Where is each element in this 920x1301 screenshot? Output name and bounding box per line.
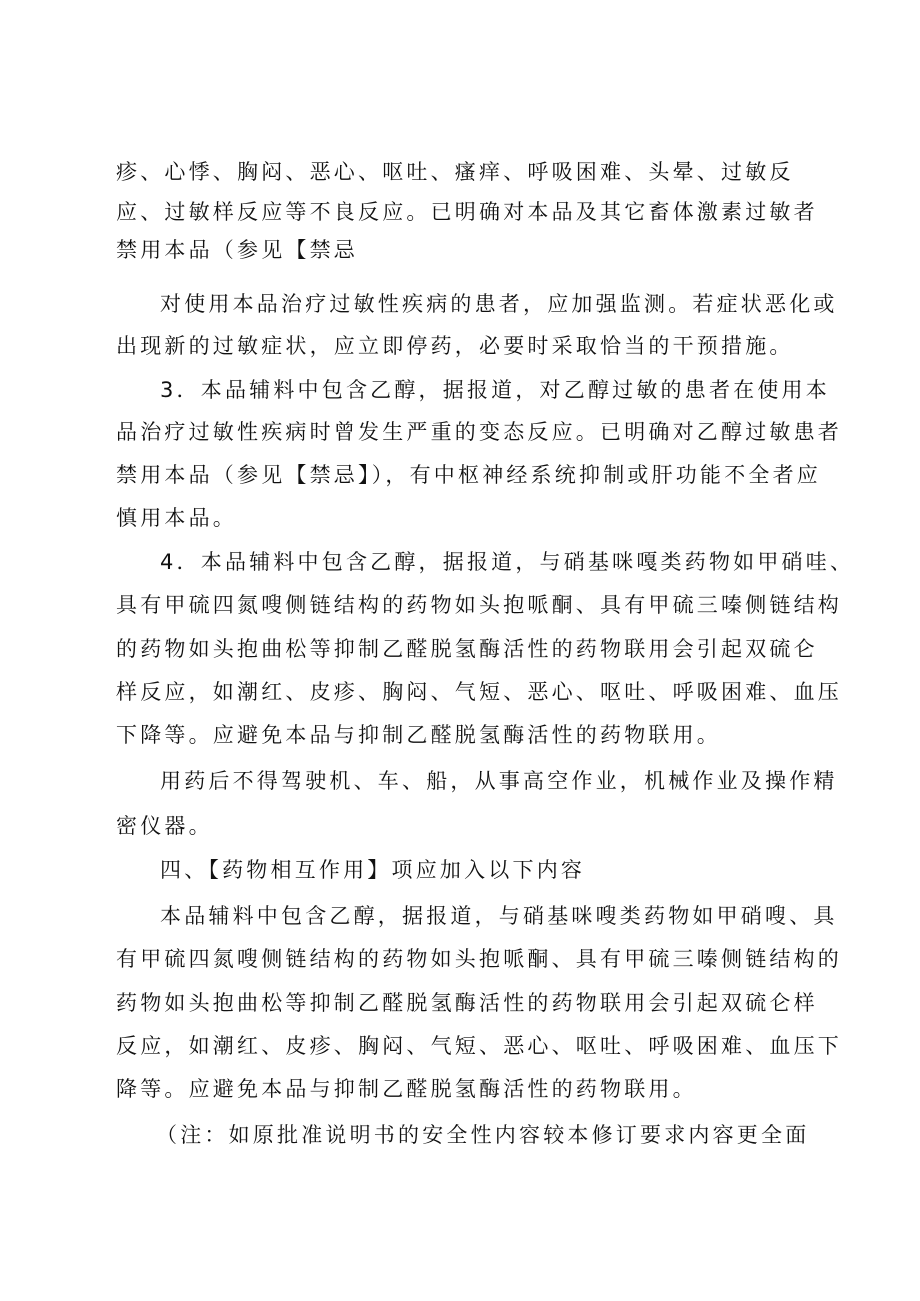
text-line: 4．本品辅料中包含乙醇，据报道，与硝基咪嘎类药物如甲硝哇、 bbox=[160, 550, 855, 574]
text-line: 对使用本品治疗过敏性疾病的患者，应加强监测。若症状恶化或 bbox=[160, 292, 838, 316]
text-line: 本品辅料中包含乙醇，据报道，与硝基咪嗖类药物如甲硝嗖、具 bbox=[160, 904, 838, 928]
text-line: 禁用本品（参见【禁忌】），有中枢神经系统抑制或肝功能不全者应 bbox=[116, 463, 821, 487]
text-line: 下降等。应避免本品与抑制乙醛脱氢酶活性的药物联用。 bbox=[116, 723, 721, 747]
text-line: 出现新的过敏症状，应立即停药，必要时采取恰当的干预措施。 bbox=[116, 334, 794, 358]
text-line: 慎用本品。 bbox=[116, 506, 237, 530]
text-line: 样反应，如潮红、皮疹、胸闷、气短、恶心、呕吐、呼吸困难、血压 bbox=[116, 680, 842, 704]
text-line: 反应，如潮红、皮疹、胸闷、气短、恶心、呕吐、呼吸困难、血压下 bbox=[116, 1034, 842, 1058]
text-line: 降等。应避免本品与抑制乙醛脱氢酶活性的药物联用。 bbox=[116, 1077, 697, 1101]
section-heading: 四、【药物相互作用】项应加入以下内容 bbox=[160, 858, 586, 882]
text-line: 应、过敏样反应等不良反应。已明确对本品及其它畜体激素过敏者 bbox=[116, 200, 818, 224]
text-line: 用药后不得驾驶机、车、船，从事高空作业，机械作业及操作精 bbox=[160, 769, 838, 793]
text-line: 禁用本品（参见【禁忌 bbox=[116, 238, 358, 262]
text-line: 具有甲硫四氮嗖侧链结构的药物如头抱哌酮、具有甲硫三嗪侧链结构 bbox=[116, 593, 842, 617]
text-line: 疹、心悸、胸闷、恶心、呕吐、瘙痒、呼吸困难、头晕、过敏反 bbox=[116, 160, 794, 184]
text-line: 密仪器。 bbox=[116, 814, 213, 838]
text-line: 品治疗过敏性疾病时曾发生严重的变态反应。已明确对乙醇过敏患者 bbox=[116, 420, 842, 444]
text-line: 有甲硫四氮嗖侧链结构的药物如头抱哌酮、具有甲硫三嗪侧链结构的 bbox=[116, 947, 842, 971]
text-line: 的药物如头抱曲松等抑制乙醛脱氢酶活性的药物联用会引起双硫仑 bbox=[116, 637, 818, 661]
text-line: 药物如头抱曲松等抑制乙醛脱氢酶活性的药物联用会引起双硫仑样 bbox=[116, 991, 818, 1015]
text-line: 3．本品辅料中包含乙醇，据报道，对乙醇过敏的患者在使用本 bbox=[160, 378, 830, 402]
note-line: （注：如原批准说明书的安全性内容较本修订要求内容更全面 bbox=[156, 1123, 810, 1147]
